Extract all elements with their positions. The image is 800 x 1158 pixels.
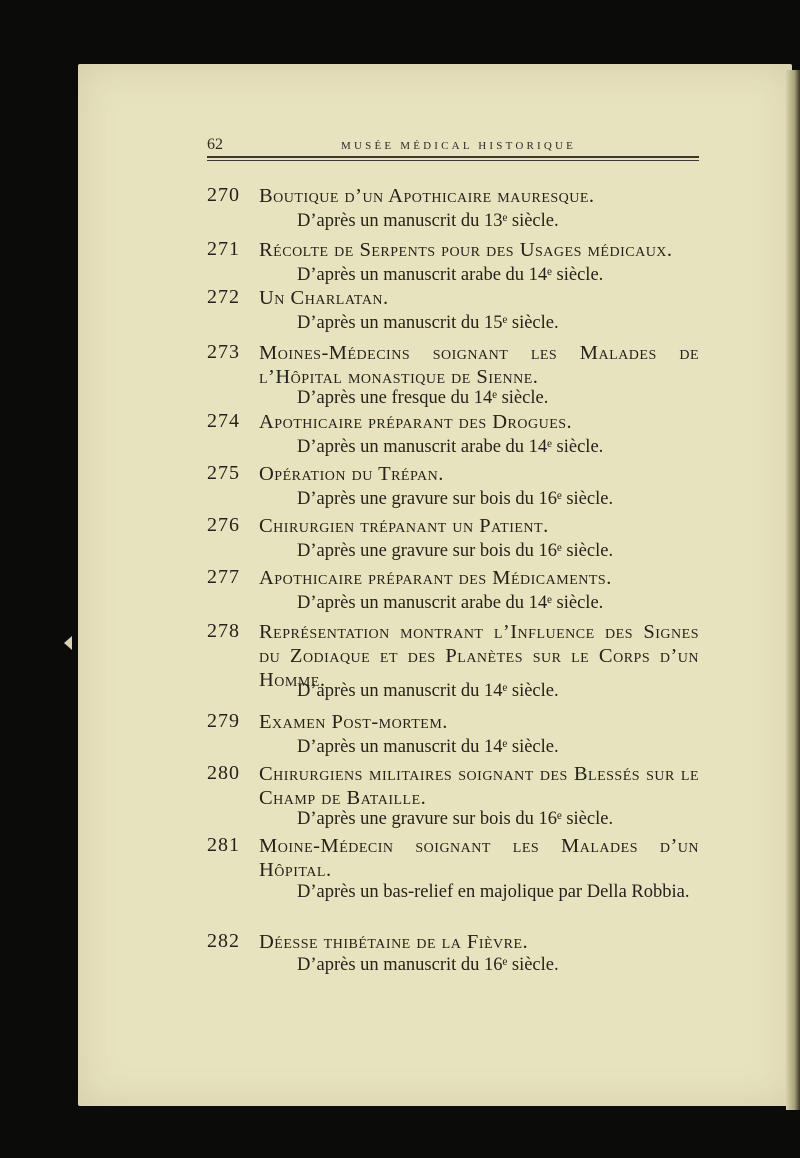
- entry-source: D’après un manuscrit du 14ᵉ siècle.: [297, 681, 559, 701]
- entry-number: 275: [207, 462, 240, 484]
- entry-title: Déesse thibétaine de la Fièvre.: [259, 931, 529, 953]
- entry-title: Apothicaire préparant des Drogues.: [259, 411, 573, 433]
- entry-source: D’après un manuscrit du 16ᵉ siècle.: [297, 955, 559, 975]
- entry-title: Chirurgiens militaires soignant des Blessés sur le Champ de Bataille.: [259, 763, 699, 809]
- entry-source: D’après un manuscrit du 14ᵉ siècle.: [297, 737, 559, 757]
- entry-title: Récolte de Serpents pour des Usages médicaux.: [259, 239, 673, 261]
- entry-source: D’après un manuscrit arabe du 14ᵉ siècle.: [297, 437, 604, 457]
- entry-title: Examen Post-mortem.: [259, 711, 448, 733]
- running-title: MUSÉE MÉDICAL HISTORIQUE: [341, 140, 577, 152]
- entry-number: 273: [207, 341, 240, 363]
- header-rule-thick: [207, 156, 699, 158]
- page-header: [207, 136, 699, 156]
- entry-title: Moine-Médecin soignant les Malades d’un Hôpital.: [259, 835, 699, 881]
- entry-source: D’après une gravure sur bois du 16ᵉ siècle.: [297, 809, 614, 829]
- entry-number: 282: [207, 930, 240, 952]
- entry-number: 281: [207, 834, 240, 856]
- entry-title: Chirurgien trépanant un Patient.: [259, 515, 549, 537]
- entry-title: Boutique d’un Apothicaire mauresque.: [259, 185, 595, 207]
- entry-number: 279: [207, 710, 240, 732]
- entry-source: D’après un manuscrit arabe du 14ᵉ siècle.: [297, 593, 604, 613]
- entry-number: 276: [207, 514, 240, 536]
- entry-source: D’après un bas-relief en majolique par Della Robbia.: [297, 882, 690, 902]
- entry-source: D’après une fresque du 14ᵉ siècle.: [297, 388, 549, 408]
- page-edge-mark: [64, 636, 72, 650]
- entry-number: 271: [207, 238, 240, 260]
- entry-number: 278: [207, 620, 240, 642]
- entry-source: D’après une gravure sur bois du 16ᵉ siècle.: [297, 541, 614, 561]
- page-right-edge: [786, 70, 800, 1110]
- entry-number: 272: [207, 286, 240, 308]
- entry-number: 277: [207, 566, 240, 588]
- header-rule-thin: [207, 160, 699, 161]
- entry-number: 274: [207, 410, 240, 432]
- entry-title: Un Charlatan.: [259, 287, 389, 309]
- entry-title: Représentation montrant l’Influence des Signes du Zodiaque et des Planètes sur le Corps d’un Homme.: [259, 621, 699, 691]
- entry-source: D’après une gravure sur bois du 16ᵉ siècle.: [297, 489, 614, 509]
- page-number: 62: [207, 136, 223, 153]
- entry-title: Moines-Médecins soignant les Malades de l’Hôpital monastique de Sienne.: [259, 342, 699, 388]
- entry-title: Apothicaire préparant des Médicaments.: [259, 567, 612, 589]
- entry-source: D’après un manuscrit arabe du 14ᵉ siècle.: [297, 265, 604, 285]
- entry-number: 270: [207, 184, 240, 206]
- entry-title: Opération du Trépan.: [259, 463, 444, 485]
- entry-source: D’après un manuscrit du 13ᵉ siècle.: [297, 211, 559, 231]
- entry-number: 280: [207, 762, 240, 784]
- entry-source: D’après un manuscrit du 15ᵉ siècle.: [297, 313, 559, 333]
